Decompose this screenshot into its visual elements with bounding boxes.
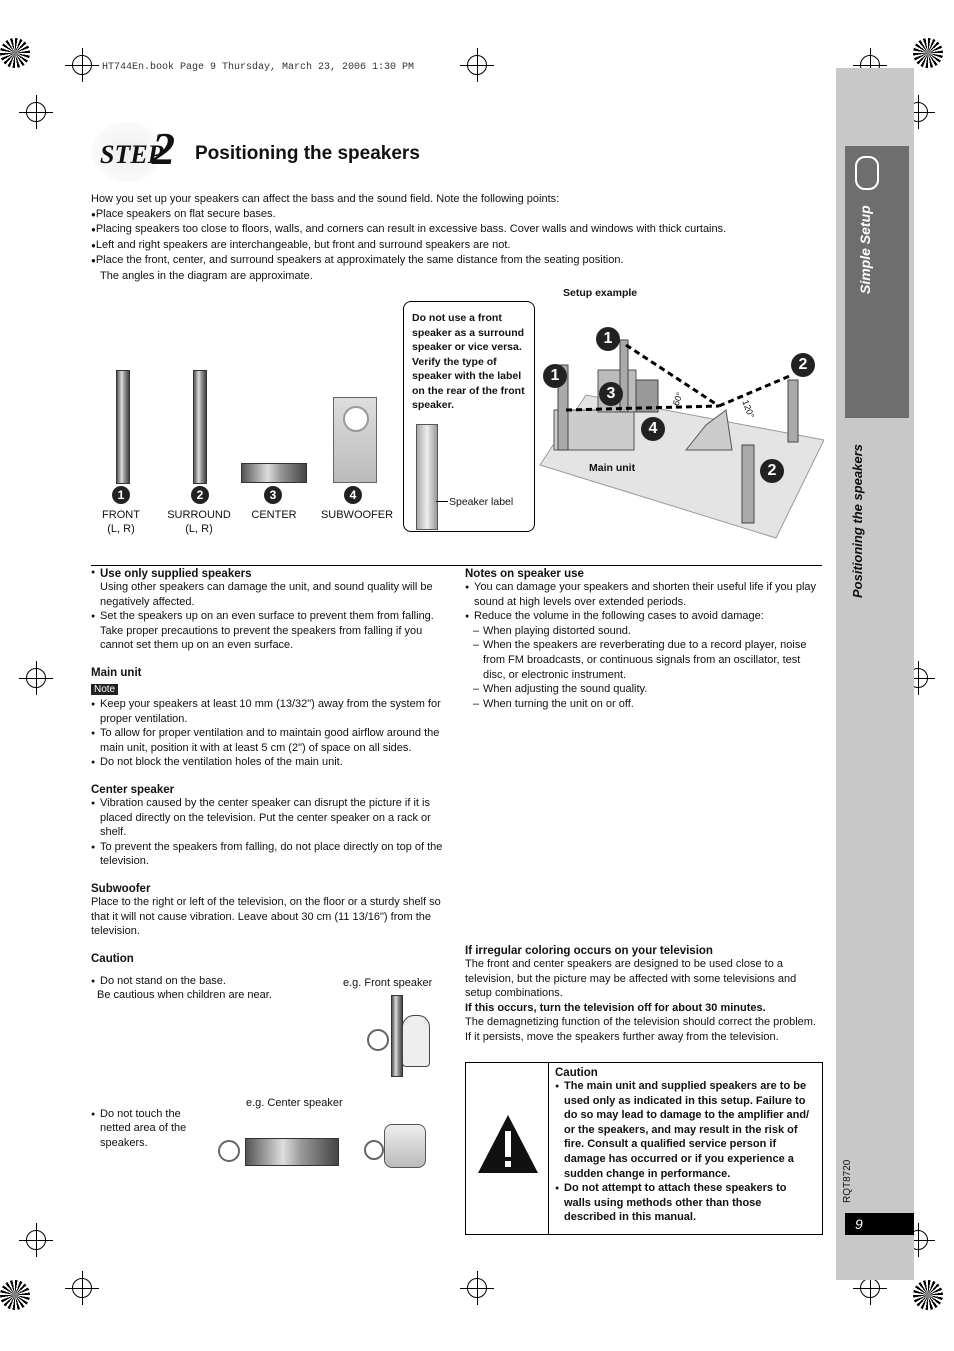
eg-front-caption: e.g. Front speaker [343, 977, 433, 989]
note-badge: Note [91, 684, 118, 695]
caution-box-bullet: ● Do not attempt to attach these speakers to walls using methods other than those described in this manual. [555, 1181, 815, 1225]
speaker-number: 2 [191, 486, 209, 504]
page-number: 9 [845, 1213, 914, 1235]
sidebar-section-box [845, 146, 909, 418]
intro [91, 192, 831, 284]
child-image [402, 1015, 430, 1067]
main-unit-title: Main unit [91, 666, 142, 679]
front-speaker-right [620, 340, 628, 412]
speaker-number: 4 [344, 486, 362, 504]
notes-dash: – When adjusting the sound quality. [465, 682, 821, 697]
sightline [719, 375, 792, 406]
irregular-section [465, 945, 821, 1045]
plug-icon [855, 156, 879, 190]
caution-bullet: ● Do not stand on the base. [91, 974, 290, 989]
speaker-label: FRONT [102, 509, 140, 521]
caution-bullet-cont: Be cautious when children are near. [97, 989, 272, 1001]
notes-dash: – When the speakers are reverberating due to a record player, noise from FM broadcasts, or continuous signals from an oscillator, test disc, or electronic instrument. [465, 638, 821, 682]
speaker-sublabel: (L, R) [185, 523, 213, 535]
notes-bullet: ● Reduce the volume in the following cases to avoid damage: [465, 609, 821, 624]
notes-dash: – When playing distorted sound. [465, 624, 821, 639]
notes-bullet: ● You can damage your speakers and shorten their useful life if you play sound at high levels over extended periods. [465, 580, 821, 609]
step-number: 2 [152, 123, 175, 174]
speaker-caption [163, 508, 235, 536]
color-target [913, 38, 943, 68]
subwoofer-cone [343, 406, 369, 432]
label-pointer [436, 501, 448, 502]
file-header: HT744En.book Page 9 Thursday, March 23, 2006 1:30 PM [102, 62, 415, 73]
caution-bullet: ● Do not touch the netted area of the speakers. [91, 1107, 210, 1151]
speaker-caption [244, 508, 304, 522]
section-label: Simple Setup [857, 205, 873, 294]
speaker-warning-box [403, 301, 535, 532]
center-speaker-image [245, 1138, 339, 1166]
front-speaker-image [116, 370, 130, 484]
surround-speaker-left [742, 445, 754, 523]
prohibited-icon [367, 1029, 389, 1051]
center-bullet: ● To prevent the speakers from falling, do not place directly on top of the television. [91, 840, 447, 869]
intro-bullet: ● Place the front, center, and surround speakers at approximately the same distance from the seating position. [91, 253, 831, 269]
surround-speaker-image [193, 370, 207, 484]
irregular-title: If irregular coloring occurs on your television [465, 945, 713, 957]
eg-center-caption: e.g. Center speaker [246, 1097, 343, 1109]
supplied-bullet: ● Set the speakers up on an even surface to prevent them from falling. Take proper precautions to prevent the speakers from falling if you cannot set them up on an even surface. [91, 609, 447, 653]
setup-title: Setup example [563, 287, 638, 299]
caution-box [465, 1062, 823, 1235]
color-target [0, 1280, 30, 1310]
speaker-back-image [384, 1124, 426, 1168]
setup-number: 1 [543, 364, 567, 388]
speaker-warning-text: Do not use a front speaker as a surround speaker or vice versa. Verify the type of speaker with the label on the rear of the front speaker. [412, 312, 525, 411]
registration-mark [467, 55, 487, 75]
supplied-title: ● Use only supplied speakers [91, 568, 447, 580]
subwoofer-image [333, 397, 377, 483]
registration-mark [72, 55, 92, 75]
color-target [0, 38, 30, 68]
main-unit-caption: Main unit [589, 462, 636, 474]
setup-number: 3 [599, 382, 623, 406]
notes-title: Notes on speaker use [465, 568, 584, 580]
irregular-text: The front and center speakers are designed to be used close to a television, but the picture may be affected with some televisions and setup combinations. [465, 958, 797, 1000]
center-title: Center speaker [91, 783, 175, 796]
speaker-caption [91, 508, 151, 536]
right-column [465, 568, 821, 711]
speaker-sublabel: (L, R) [107, 523, 135, 535]
front-speaker-rear-image [416, 424, 438, 530]
center-speaker-image [241, 463, 307, 483]
page-title: Positioning the speakers [195, 143, 420, 164]
subwoofer-text: Place to the right or left of the television, on the floor or a sturdy shelf so that it will not cause vibration. Leave about 30 cm (11 13/16") from the television. [91, 895, 441, 938]
intro-bullet: ● Placing speakers too close to floors, walls, and corners can result in excessive bass. Cover walls and windows with thick curtains. [91, 222, 831, 238]
subwoofer-title: Subwoofer [91, 882, 151, 895]
supplied-text: Using other speakers can damage the unit, and sound quality will be negatively affected. [100, 581, 433, 608]
caution-title: Caution [91, 952, 134, 965]
speaker-number: 1 [112, 486, 130, 504]
speaker-caption [317, 508, 397, 522]
speaker-label: SUBWOOFER [320, 509, 394, 521]
step-word: STEP [100, 140, 164, 169]
setup-diagram [536, 300, 824, 540]
caution-box-title: Caution [555, 1067, 598, 1079]
main-unit-bullet: ● Do not block the ventilation holes of the main unit. [91, 755, 447, 770]
speaker-label-caption: Speaker label [449, 496, 514, 508]
allowed-icon [364, 1140, 384, 1160]
setup-number: 2 [791, 353, 815, 377]
setup-number: 4 [641, 417, 665, 441]
main-unit-bullet: ● To allow for proper ventilation and to maintain good airflow around the main unit, position it with at least 5 cm (2") of space on all sides. [91, 726, 447, 755]
notes-dash: – When turning the unit on or off. [465, 697, 821, 712]
doc-code: RQT8720 [842, 1159, 853, 1203]
prohibited-icon [218, 1140, 240, 1162]
main-unit-bullet: ● Keep your speakers at least 10 mm (13/32") away from the system for proper ventilation. [91, 697, 447, 726]
irregular-text-2: The demagnetizing function of the television should correct the problem. If it persists, move the speakers further away from the television. [465, 1016, 816, 1043]
angle-120-label: 120° [740, 398, 757, 420]
intro-bullet-cont: The angles in the diagram are approximate. [100, 269, 313, 282]
left-column [91, 568, 447, 965]
intro-bullet: ● Left and right speakers are interchangeable, but front and surround speakers are not. [91, 238, 831, 254]
angle-60-label: 60° [670, 390, 685, 408]
speaker-label: CENTER [251, 509, 297, 521]
warning-icon [476, 1113, 540, 1175]
intro-bullet: ● Place speakers on flat secure bases. [91, 207, 831, 223]
speaker-number: 3 [264, 486, 282, 504]
section-divider [91, 565, 822, 566]
intro-lead: How you set up your speakers can affect the bass and the sound field. Note the following points: [91, 193, 560, 205]
registration-mark [26, 1230, 46, 1250]
color-target [913, 1280, 943, 1310]
center-bullet: ● Vibration caused by the center speaker can disrupt the picture if it is placed directly on the television. Put the center speaker on a rack or shelf. [91, 796, 447, 840]
setup-number: 2 [760, 459, 784, 483]
caution-box-divider [548, 1063, 549, 1234]
caution-box-content [555, 1067, 815, 1225]
surround-speaker-right [788, 380, 798, 442]
registration-mark [26, 668, 46, 688]
topic-label: Positioning the speakers [850, 444, 865, 598]
setup-number: 1 [596, 327, 620, 351]
registration-mark [26, 102, 46, 122]
registration-mark [860, 1278, 880, 1298]
caution-box-bullet: ● The main unit and supplied speakers are to be used only as indicated in this setup. Failure to do so may lead to damage to the amplifier and/ or the speakers, and may result in the risk of fire. Consult a qualified service person if damage has occurred or if you experience a sudden change in performance. [555, 1079, 815, 1181]
speaker-label: SURROUND [167, 509, 231, 521]
registration-mark [467, 1278, 487, 1298]
irregular-bold: If this occurs, turn the television off for about 30 minutes. [465, 1001, 766, 1014]
registration-mark [72, 1278, 92, 1298]
